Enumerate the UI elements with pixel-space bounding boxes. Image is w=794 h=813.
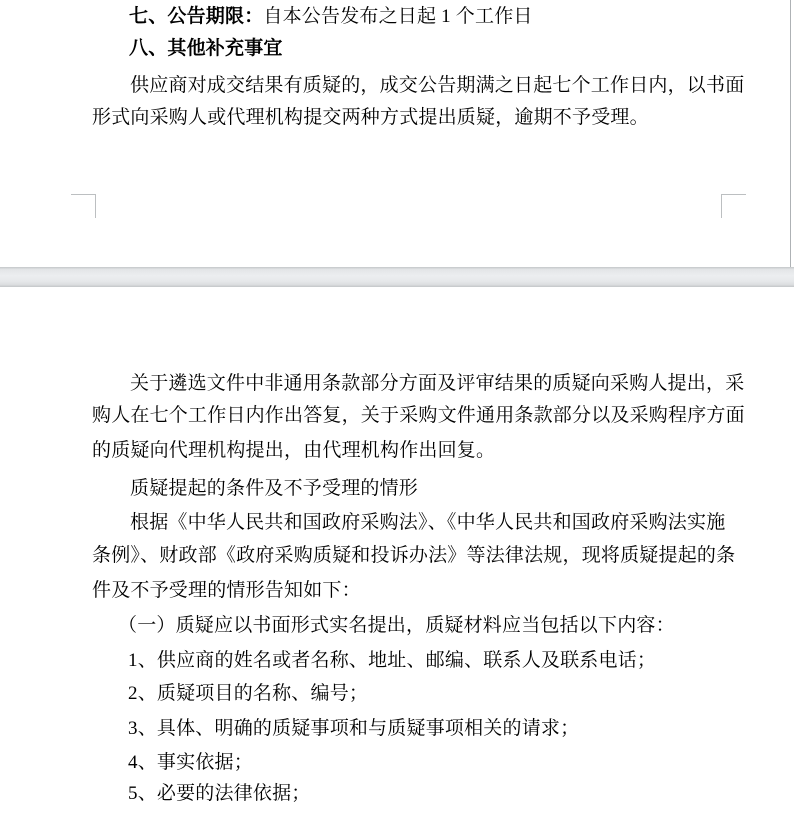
text-line[interactable]: 件及不予受理的情形告知如下：: [92, 580, 361, 601]
list-item-4[interactable]: 4、事实依据；: [128, 752, 253, 773]
page-edge: [790, 0, 791, 267]
text-line[interactable]: 供应商对成交结果有质疑的，成交公告期满之日起七个工作日内，以书面: [130, 75, 745, 96]
text-line[interactable]: 根据《中华人民共和国政府采购法》、《中华人民共和国政府采购法实施: [130, 512, 726, 533]
text-line[interactable]: 条例》、财政部《政府采购质疑和投诉办法》等法律法规，现将质疑提起的条: [92, 545, 736, 566]
page-gap: [0, 267, 794, 287]
text-line[interactable]: 的质疑向代理机构提出，由代理机构作出回复。: [92, 440, 496, 461]
section-heading-other-matters[interactable]: 八、其他补充事宜: [129, 38, 283, 59]
list-item-3[interactable]: 3、具体、明确的质疑事项和与质疑事项相关的请求；: [128, 718, 580, 739]
text-line[interactable]: 形式向采购人或代理机构提交两种方式提出质疑，逾期不予受理。: [92, 107, 649, 128]
heading-7-value: 自本公告发布之日起 1 个工作日: [263, 6, 533, 27]
page-1[interactable]: [0, 0, 791, 267]
text-line[interactable]: 关于遴选文件中非通用条款部分方面及评审结果的质疑向采购人提出，采: [130, 373, 745, 394]
page-2[interactable]: [0, 287, 791, 813]
text-line[interactable]: 质疑提起的条件及不予受理的情形: [130, 478, 419, 499]
section-heading-announcement-period[interactable]: [129, 5, 533, 28]
page-margin-corner-mark: [721, 194, 746, 218]
page-margin-corner-mark: [71, 194, 96, 218]
list-item-1[interactable]: 1、供应商的姓名或者名称、地址、邮编、联系人及联系电话；: [128, 650, 657, 671]
text-line[interactable]: 购人在七个工作日内作出答复，关于采购文件通用条款部分以及采购程序方面: [92, 405, 745, 426]
list-item-yi[interactable]: （一）质疑应以书面形式实名提出，质疑材料应当包括以下内容：: [118, 615, 675, 636]
list-item-2[interactable]: 2、质疑项目的名称、编号；: [128, 683, 369, 704]
list-item-5[interactable]: 5、必要的法律依据；: [128, 783, 311, 804]
heading-7-label: 七、公告期限：: [129, 6, 264, 27]
